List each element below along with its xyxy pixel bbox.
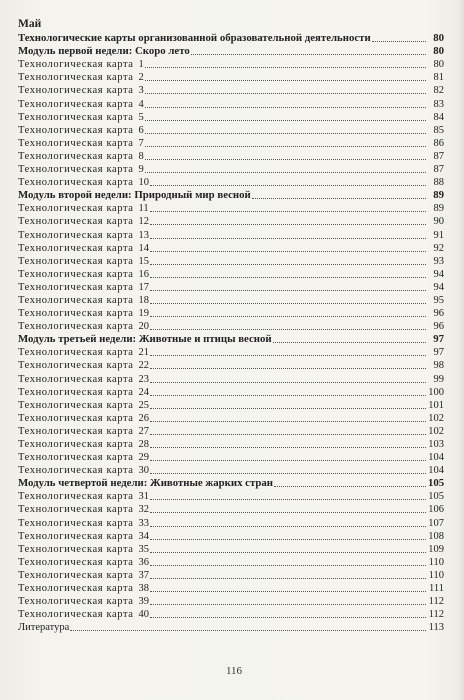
toc-entry-label: Модуль второй недели: Природный мир весной bbox=[18, 189, 251, 202]
dot-leader bbox=[150, 184, 426, 186]
month-heading: Май bbox=[18, 18, 42, 30]
toc-card-row bbox=[18, 202, 444, 215]
toc-page-number: 92 bbox=[433, 242, 444, 254]
toc-card-row bbox=[18, 569, 444, 582]
toc-entries bbox=[18, 32, 444, 634]
toc-page-number: 106 bbox=[428, 504, 444, 516]
toc-card-row bbox=[18, 595, 444, 608]
toc-entry-label: Технологическая карта bbox=[18, 294, 134, 306]
toc-entry-label: Технологическая карта bbox=[18, 72, 134, 84]
toc-card-row bbox=[18, 503, 444, 516]
toc-entry-number: 32 bbox=[138, 504, 150, 516]
toc-entry-label: Технологическая карта bbox=[18, 321, 134, 333]
dot-leader bbox=[150, 616, 426, 618]
toc-entry-number: 15 bbox=[138, 255, 150, 267]
dot-leader bbox=[150, 459, 426, 461]
toc-page-number: 84 bbox=[433, 111, 444, 123]
toc-entry-number: 34 bbox=[138, 530, 150, 542]
toc-entry-label: Модуль четвертой недели: Животные жарких стран bbox=[18, 477, 274, 490]
table-of-contents bbox=[18, 17, 444, 634]
toc-page-number: 98 bbox=[433, 360, 444, 372]
toc-page-number: 109 bbox=[428, 543, 444, 555]
dot-leader bbox=[150, 328, 426, 330]
toc-entry-label: Технологическая карта bbox=[18, 59, 134, 71]
toc-entry-label: Технологическая карта bbox=[18, 399, 134, 411]
toc-entry-number: 7 bbox=[138, 137, 144, 149]
toc-page-number: 93 bbox=[433, 255, 444, 267]
dot-leader bbox=[145, 171, 426, 173]
toc-card-row bbox=[18, 307, 444, 320]
toc-entry-label: Технологическая карта bbox=[18, 85, 134, 97]
toc-entry-number: 9 bbox=[138, 164, 144, 176]
toc-page-number: 85 bbox=[433, 124, 444, 136]
toc-entry-label: Технологическая карта bbox=[18, 491, 134, 503]
dot-leader bbox=[273, 341, 426, 343]
toc-entry-number: 19 bbox=[138, 308, 150, 320]
dot-leader bbox=[150, 289, 426, 291]
dot-leader bbox=[150, 590, 426, 592]
dot-leader bbox=[150, 276, 426, 278]
toc-page-number: 104 bbox=[428, 452, 444, 464]
toc-entry-label: Технологическая карта bbox=[18, 530, 134, 542]
toc-entry-label: Технологическая карта bbox=[18, 465, 134, 477]
toc-page-number: 89 bbox=[433, 189, 444, 202]
toc-entry-label: Технологическая карта bbox=[18, 583, 134, 595]
dot-leader bbox=[150, 394, 426, 396]
toc-entry-number: 20 bbox=[138, 321, 150, 333]
dot-leader bbox=[145, 145, 426, 147]
toc-entry-label: Модуль третьей недели: Животные и птицы весной bbox=[18, 333, 272, 346]
toc-entry-number: 18 bbox=[138, 294, 150, 306]
toc-page-number: 100 bbox=[428, 386, 444, 398]
toc-entry-label: Технологическая карта bbox=[18, 569, 134, 581]
toc-card-row bbox=[18, 294, 444, 307]
toc-card-row bbox=[18, 425, 444, 438]
toc-entry-number: 35 bbox=[138, 543, 150, 555]
dot-leader bbox=[150, 367, 426, 369]
toc-entry-number: 5 bbox=[138, 111, 144, 123]
toc-entry-label: Технологическая карта bbox=[18, 281, 134, 293]
toc-entry-label: Технологическая карта bbox=[18, 347, 134, 359]
toc-card-row bbox=[18, 412, 444, 425]
toc-entry-label: Технологическая карта bbox=[18, 255, 134, 267]
dot-leader bbox=[274, 485, 426, 487]
toc-card-row bbox=[18, 530, 444, 543]
toc-entry-number: 30 bbox=[138, 465, 150, 477]
dot-leader bbox=[145, 106, 426, 108]
dot-leader bbox=[150, 263, 426, 265]
toc-card-row bbox=[18, 242, 444, 255]
toc-card-row bbox=[18, 268, 444, 281]
dot-leader bbox=[150, 223, 426, 225]
toc-entry-label: Технологическая карта bbox=[18, 242, 134, 254]
toc-page-number: 82 bbox=[433, 85, 444, 97]
toc-entry-number: 16 bbox=[138, 268, 150, 280]
dot-leader bbox=[145, 132, 426, 134]
toc-entry-number: 25 bbox=[138, 399, 150, 411]
toc-page-number: 87 bbox=[433, 164, 444, 176]
toc-page-number: 101 bbox=[428, 399, 444, 411]
toc-page-number: 111 bbox=[429, 583, 444, 595]
toc-page-number: 102 bbox=[428, 425, 444, 437]
toc-page-number: 104 bbox=[428, 465, 444, 477]
toc-page-number: 102 bbox=[428, 412, 444, 424]
toc-entry-label: Технологическая карта bbox=[18, 609, 134, 621]
dot-leader bbox=[150, 525, 426, 527]
dot-leader bbox=[145, 66, 426, 68]
toc-card-row bbox=[18, 372, 444, 385]
toc-entry-number: 14 bbox=[138, 242, 150, 254]
page-number: 116 bbox=[225, 665, 243, 677]
toc-entry-number: 37 bbox=[138, 569, 150, 581]
toc-entry-label: Технологическая карта bbox=[18, 203, 134, 215]
toc-card-row bbox=[18, 582, 444, 595]
toc-card-row bbox=[18, 124, 444, 137]
toc-card-row bbox=[18, 490, 444, 503]
toc-entry-label: Технологическая карта bbox=[18, 229, 134, 241]
toc-page-number: 112 bbox=[428, 609, 444, 621]
toc-entry-number: 2 bbox=[138, 72, 144, 84]
toc-card-row bbox=[18, 97, 444, 110]
toc-card-row bbox=[18, 150, 444, 163]
toc-page-number: 97 bbox=[433, 347, 444, 359]
dot-leader bbox=[150, 237, 426, 239]
toc-entry-label: Технологическая карта bbox=[18, 373, 134, 385]
toc-page-number: 103 bbox=[428, 439, 444, 450]
toc-entry-label: Технологическая карта bbox=[18, 556, 134, 568]
toc-page-number: 110 bbox=[428, 569, 444, 581]
dot-leader bbox=[150, 302, 426, 304]
dot-leader bbox=[150, 472, 426, 474]
toc-page-number: 99 bbox=[433, 373, 444, 385]
toc-page-number: 96 bbox=[433, 308, 444, 320]
dot-leader bbox=[150, 354, 426, 356]
dot-leader bbox=[145, 92, 426, 94]
dot-leader bbox=[150, 551, 426, 553]
toc-page-number: 96 bbox=[433, 321, 444, 333]
toc-entry-number: 24 bbox=[138, 386, 150, 398]
toc-page-number: 110 bbox=[428, 556, 444, 568]
toc-page-number: 83 bbox=[433, 98, 444, 110]
toc-entry-number: 1 bbox=[138, 59, 144, 71]
toc-page-number: 112 bbox=[428, 596, 444, 608]
toc-entry-number: 33 bbox=[138, 517, 150, 529]
toc-card-row bbox=[18, 71, 444, 84]
dot-leader bbox=[145, 119, 426, 121]
toc-page-number: 97 bbox=[433, 333, 444, 346]
toc-entry-number: 38 bbox=[138, 583, 150, 595]
toc-entry-number: 10 bbox=[138, 177, 150, 189]
toc-entry-label: Технологическая карта bbox=[18, 150, 134, 162]
toc-entry-label: Модуль первой недели: Скоро лето bbox=[18, 45, 190, 58]
dot-leader bbox=[150, 407, 426, 409]
toc-literature-row bbox=[18, 621, 444, 634]
toc-entry-number: 13 bbox=[138, 229, 150, 241]
toc-card-row bbox=[18, 176, 444, 189]
toc-entry-number: 31 bbox=[138, 491, 150, 503]
toc-entry-number: 11 bbox=[138, 203, 149, 215]
dot-leader bbox=[191, 53, 426, 55]
toc-entry-label: Технологическая карта bbox=[18, 452, 134, 464]
toc-entry-label: Литература bbox=[18, 622, 70, 634]
toc-page-number: 94 bbox=[433, 281, 444, 293]
toc-page-number: 108 bbox=[428, 530, 444, 542]
dot-leader bbox=[150, 433, 426, 435]
toc-page-number: 88 bbox=[433, 177, 444, 189]
toc-entry-number: 12 bbox=[138, 216, 150, 228]
toc-entry-label: Технологическая карта bbox=[18, 308, 134, 320]
toc-page-number: 90 bbox=[433, 216, 444, 228]
toc-page-number: 80 bbox=[433, 32, 444, 45]
toc-entry-label: Технологическая карта bbox=[18, 177, 134, 189]
toc-entry-number: 6 bbox=[138, 124, 144, 136]
toc-entry-label: Технологическая карта bbox=[18, 216, 134, 228]
dot-leader bbox=[372, 40, 426, 42]
toc-card-row bbox=[18, 111, 444, 124]
dot-leader bbox=[150, 498, 426, 500]
dot-leader bbox=[150, 538, 426, 540]
toc-page-number: 95 bbox=[433, 294, 444, 306]
toc-entry-number: 36 bbox=[138, 556, 150, 568]
toc-card-row bbox=[18, 399, 444, 412]
toc-entry-number: 27 bbox=[138, 425, 150, 437]
toc-section-row bbox=[18, 333, 444, 346]
toc-entry-label: Технологическая карта bbox=[18, 504, 134, 516]
toc-page-number: 89 bbox=[433, 203, 444, 215]
toc-card-row bbox=[18, 137, 444, 150]
toc-entry-label: Технологическая карта bbox=[18, 517, 134, 529]
toc-entry-label: Технологическая карта bbox=[18, 596, 134, 608]
toc-entry-label: Технологическая карта bbox=[18, 98, 134, 110]
toc-entry-number: 26 bbox=[138, 412, 150, 424]
dot-leader bbox=[150, 603, 426, 605]
toc-card-row bbox=[18, 543, 444, 556]
dot-leader bbox=[150, 315, 426, 317]
toc-card-row bbox=[18, 84, 444, 97]
toc-entry-number: 39 bbox=[138, 596, 150, 608]
dot-leader bbox=[150, 564, 426, 566]
dot-leader bbox=[145, 79, 426, 81]
toc-entry-label: Технологическая карта bbox=[18, 386, 134, 398]
toc-card-row bbox=[18, 359, 444, 372]
dot-leader bbox=[70, 629, 426, 631]
toc-card-row bbox=[18, 346, 444, 359]
toc-card-row bbox=[18, 608, 444, 621]
toc-entry-label: Технологическая карта bbox=[18, 164, 134, 176]
toc-page-number: 87 bbox=[433, 150, 444, 162]
toc-entry-number: 17 bbox=[138, 281, 150, 293]
toc-page-number: 113 bbox=[428, 622, 444, 634]
toc-entry-label: Технологическая карта bbox=[18, 111, 134, 123]
toc-entry-label: Технологическая карта bbox=[18, 360, 134, 372]
toc-card-row bbox=[18, 320, 444, 333]
toc-entry-number: 8 bbox=[138, 150, 144, 162]
toc-page-number: 80 bbox=[433, 59, 444, 71]
dot-leader bbox=[150, 577, 426, 579]
toc-card-row bbox=[18, 281, 444, 294]
toc-card-row bbox=[18, 255, 444, 268]
toc-section-row bbox=[18, 477, 444, 490]
toc-page-number: 91 bbox=[433, 229, 444, 241]
toc-entry-label: Технологическая карта bbox=[18, 425, 134, 437]
dot-leader bbox=[150, 381, 426, 383]
dot-leader bbox=[150, 446, 426, 448]
dot-leader bbox=[145, 158, 426, 160]
dot-leader bbox=[150, 250, 426, 252]
toc-entry-number: 28 bbox=[138, 439, 150, 450]
dot-leader bbox=[150, 420, 426, 422]
toc-card-row bbox=[18, 438, 444, 451]
toc-section-row bbox=[18, 189, 444, 202]
toc-card-row bbox=[18, 516, 444, 529]
toc-entry-label: Технологическая карта bbox=[18, 137, 134, 149]
toc-entry-number: 3 bbox=[138, 85, 144, 97]
toc-section-row bbox=[18, 32, 444, 45]
toc-entry-number: 4 bbox=[138, 98, 144, 110]
toc-entry-label: Технологическая карта bbox=[18, 543, 134, 555]
toc-card-row bbox=[18, 464, 444, 477]
dot-leader bbox=[150, 511, 426, 513]
toc-page-number: 80 bbox=[433, 45, 444, 58]
toc-card-row bbox=[18, 58, 444, 71]
page-edge-shadow bbox=[458, 0, 464, 700]
dot-leader bbox=[150, 210, 426, 212]
toc-card-row bbox=[18, 163, 444, 176]
toc-page-number: 105 bbox=[428, 477, 445, 490]
toc-entry-label: Технологическая карта bbox=[18, 124, 134, 136]
toc-card-row bbox=[18, 386, 444, 399]
toc-entry-number: 23 bbox=[138, 373, 150, 385]
toc-entry-label: Технологические карты организованной образовательной деятельности bbox=[18, 32, 371, 45]
toc-page-number: 105 bbox=[428, 491, 444, 503]
toc-entry-label: Технологическая карта bbox=[18, 268, 134, 280]
toc-entry-label: Технологическая карта bbox=[18, 439, 134, 450]
toc-card-row bbox=[18, 228, 444, 241]
toc-page-number: 86 bbox=[433, 137, 444, 149]
toc-page-number: 107 bbox=[428, 517, 444, 529]
toc-card-row bbox=[18, 556, 444, 569]
toc-entry-number: 22 bbox=[138, 360, 150, 372]
toc-card-row bbox=[18, 215, 444, 228]
toc-section-row bbox=[18, 45, 444, 58]
toc-page-number: 81 bbox=[433, 72, 444, 84]
toc-entry-label: Технологическая карта bbox=[18, 412, 134, 424]
toc-card-row bbox=[18, 451, 444, 464]
toc-entry-number: 40 bbox=[138, 609, 150, 621]
toc-entry-number: 21 bbox=[138, 347, 150, 359]
toc-entry-number: 29 bbox=[138, 452, 150, 464]
dot-leader bbox=[252, 197, 426, 199]
toc-page-number: 94 bbox=[433, 268, 444, 280]
